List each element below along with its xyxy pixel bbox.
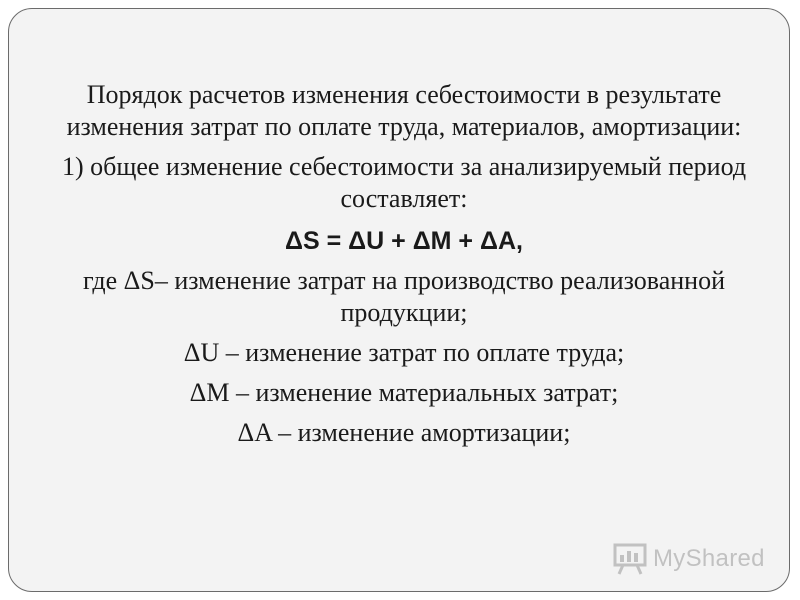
definition-delta-s: где ΔS– изменение затрат на производство реализованной продукции; — [83, 266, 725, 327]
presentation-board-icon — [613, 543, 647, 575]
slide-content — [49, 79, 759, 449]
definition-delta-m: ΔM – изменение материальных затрат; — [189, 378, 619, 407]
definition-delta-u: ΔU – изменение затрат по оплате труда; — [183, 338, 625, 367]
watermark-label: MyShared — [653, 545, 765, 572]
slide-frame — [8, 8, 790, 592]
formula: ΔS = ΔU + ΔM + ΔA, — [285, 227, 523, 255]
definition-delta-a: ΔA – изменение амортизации; — [237, 418, 571, 447]
myshared-watermark — [613, 541, 765, 577]
step-1-paragraph: 1) общее изменение себестоимости за анализируемый период составляет: — [61, 152, 747, 213]
intro-paragraph: Порядок расчетов изменения себестоимости в результате изменения затрат по оплате труда, материалов, амортизации: — [66, 80, 742, 141]
